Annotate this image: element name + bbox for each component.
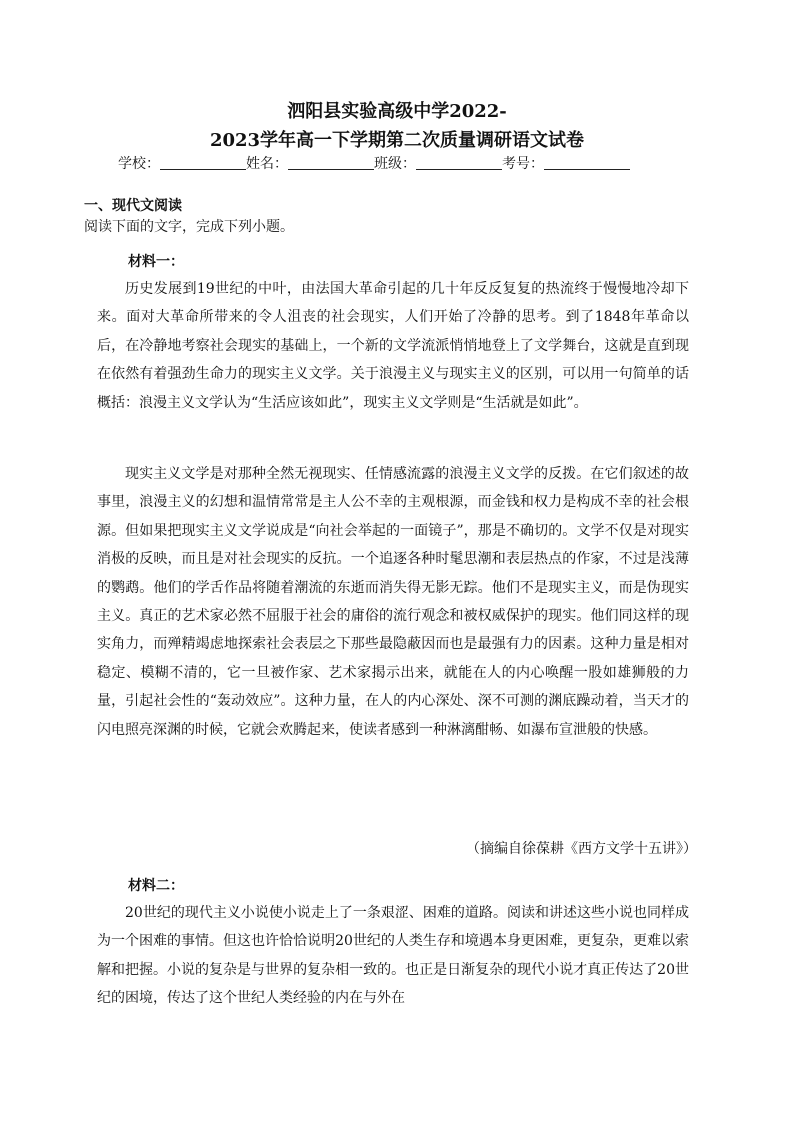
section-heading: 一、现代文阅读 — [84, 198, 182, 214]
class-blank — [416, 155, 502, 170]
exam-number-label: 考号： — [502, 156, 544, 172]
school-blank — [160, 155, 246, 170]
class-label: 班级： — [374, 156, 416, 172]
name-label: 姓名： — [246, 156, 288, 172]
school-label: 学校： — [118, 156, 160, 172]
exam-title-line1: 泗阳县实验高级中学2022- — [287, 101, 507, 122]
name-blank — [288, 155, 374, 170]
exam-number-blank — [544, 155, 630, 170]
reading-instruction: 阅读下面的文字，完成下列小题。 — [84, 219, 294, 235]
material1-label: 材料一： — [128, 254, 184, 270]
exam-title-line2: 2023学年高一下学期第二次质量调研语文试卷 — [209, 130, 585, 151]
student-info-row — [118, 153, 678, 173]
material1-source: （摘编自徐葆耕《西方文学十五讲》） — [466, 841, 697, 857]
material2-paragraph-1: 20世纪的现代主义小说使小说走上了一条艰涩、困难的道路。阅读和讲述这些小说也同样成为一个困难的事情。但这也许恰恰说明20世纪的人类生存和境遇本身更困难，更复杂，更难以索解和把握。小说的复杂是与世界的复杂相一致的。也正是日渐复杂的现代小说才真正传达了20世纪的困境，传达了这个世纪人类经验的内在与外在 — [97, 905, 689, 1007]
material2-label: 材料二： — [128, 878, 184, 894]
material1-paragraph-1: 历史发展到19世纪的中叶，由法国大革命引起的几十年反反复复的热流终于慢慢地冷却下来。面对大革命所带来的令人沮丧的社会现实，人们开始了冷静的思考。到了1848年革命以后，在冷静地考察社会现实的基础上，一个新的文学流派悄悄地登上了文学舞台，这就是直到现在依然有着强劲生命力的现实主义文学。关于浪漫主义与现实主义的区别，可以用一句简单的话概括：浪漫主义文学认为“生活应该如此”，现实主义文学则是“生活就是如此”。 — [97, 281, 689, 411]
material1-paragraph-2: 现实主义文学是对那种全然无视现实、任情感流露的浪漫主义文学的反拨。在它们叙述的故事里，浪漫主义的幻想和温情常常是主人公不幸的主观根源，而金钱和权力是构成不幸的社会根源。但如果把现实主义文学说成是“向社会举起的一面镜子”，那是不确切的。文学不仅是对现实消极的反映，而且是对社会现实的反抗。一个追逐各种时髦思潮和表层热点的作家，不过是浅薄的鹦鹉。他们的学舌作品将随着潮流的东逝而消失得无影无踪。他们不是现实主义，而是伪现实主义。真正的艺术家必然不屈服于社会的庸俗的流行观念和被权威保护的现实。他们同这样的现实角力，而殚精竭虑地探索社会表层之下那些最隐蔽因而也是最强有力的因素。这种力量是相对稳定、模糊不清的，它一旦被作家、艺术家揭示出来，就能在人的内心唤醒一股如雄狮般的力量，引起社会性的“轰动效应”。这种力量，在人的内心深处、深不可测的渊底躁动着，当天才的闪电照亮深渊的时候，它就会欢腾起来，使读者感到一种淋漓酣畅、如瀑布宣泄般的快感。 — [97, 466, 689, 738]
